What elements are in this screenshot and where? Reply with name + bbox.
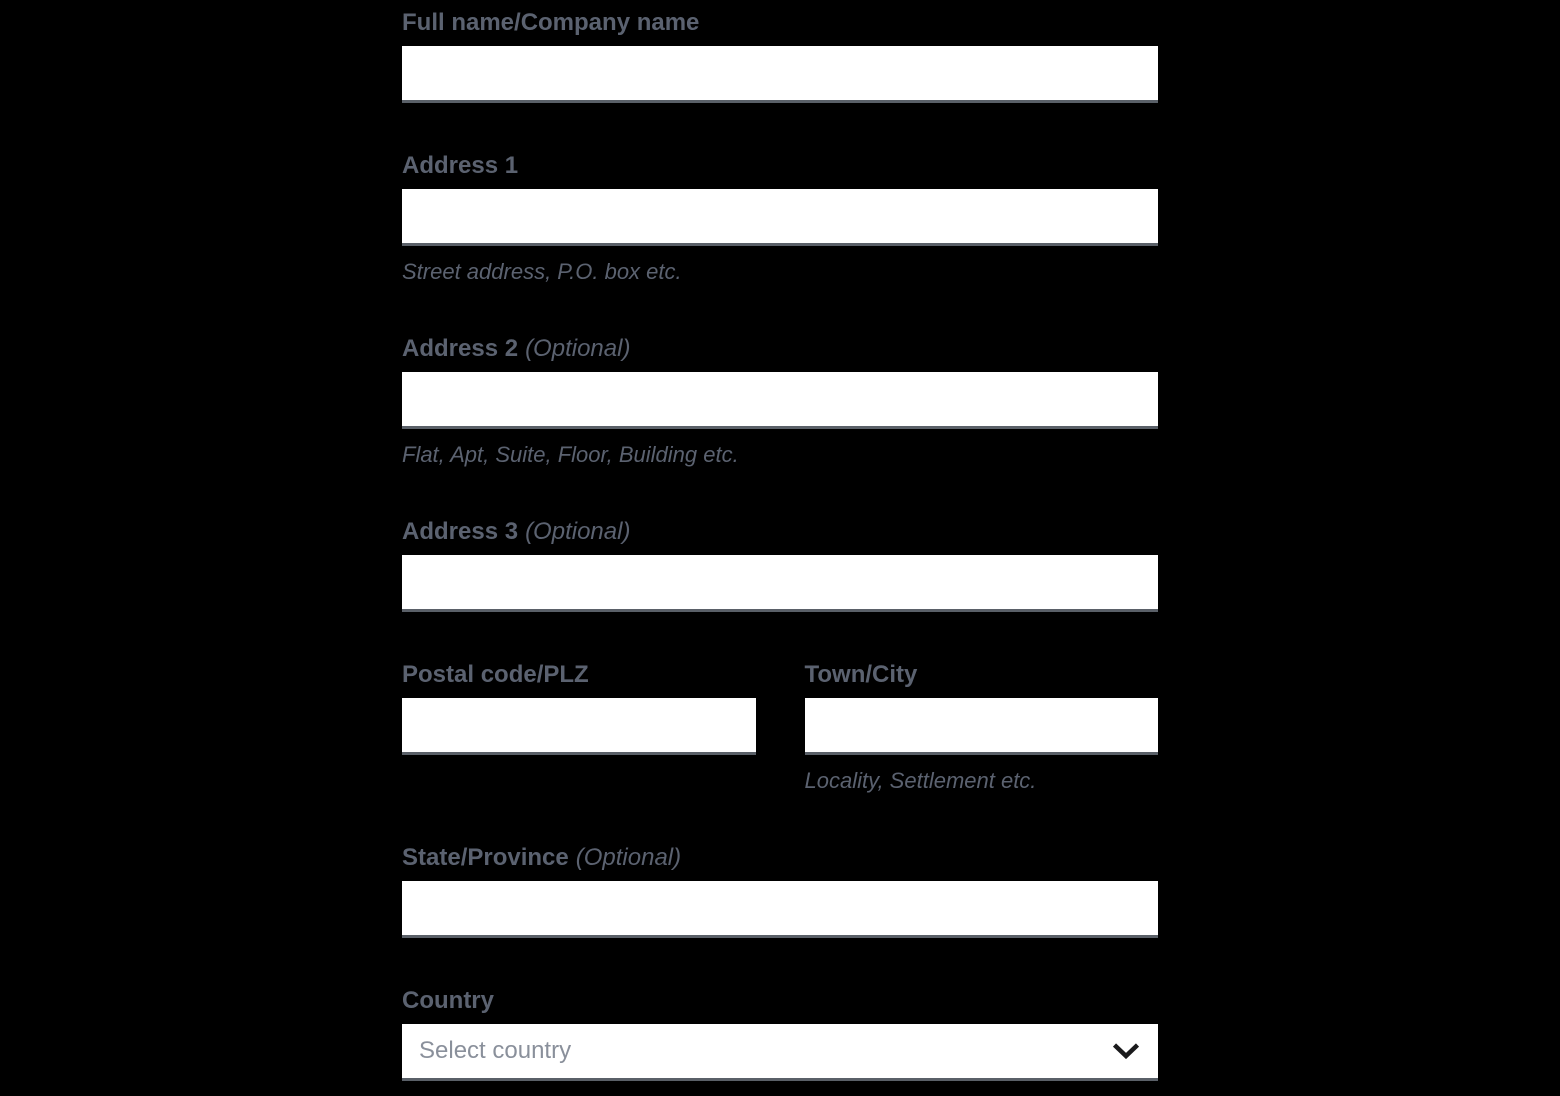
country-select[interactable] xyxy=(402,1024,1158,1081)
address-1-helper: Street address, P.O. box etc. xyxy=(402,259,682,284)
address-2-optional-tag: (Optional) xyxy=(525,335,631,362)
postal-code-input[interactable] xyxy=(402,698,756,755)
country-select-value: Select country xyxy=(419,1037,572,1064)
full-name-label-text: Full name/Company name xyxy=(402,9,700,36)
field-full-name xyxy=(402,8,1158,103)
state-province-label xyxy=(402,843,1158,873)
postal-code-column xyxy=(402,660,756,795)
state-province-input[interactable] xyxy=(402,881,1158,938)
field-address-2 xyxy=(402,334,1158,469)
town-city-label xyxy=(805,660,1159,690)
address-1-input[interactable] xyxy=(402,189,1158,246)
address-3-input[interactable] xyxy=(402,555,1158,612)
town-city-input[interactable] xyxy=(805,698,1159,755)
state-province-label-text: State/Province xyxy=(402,844,569,871)
address-1-label xyxy=(402,151,1158,181)
address-2-label-text: Address 2 xyxy=(402,335,519,362)
address-3-optional-tag: (Optional) xyxy=(525,518,631,545)
field-postal-town-row xyxy=(402,660,1158,795)
field-state-province xyxy=(402,843,1158,938)
chevron-down-icon xyxy=(1112,1043,1140,1059)
state-province-optional-tag: (Optional) xyxy=(575,844,682,871)
field-country xyxy=(402,986,1158,1081)
address-2-helper: Flat, Apt, Suite, Floor, Building etc. xyxy=(402,442,739,467)
field-address-1 xyxy=(402,151,1158,286)
full-name-label xyxy=(402,8,1158,38)
address-2-input[interactable] xyxy=(402,372,1158,429)
postal-code-label-text: Postal code/PLZ xyxy=(402,661,589,688)
town-city-label-text: Town/City xyxy=(804,661,918,688)
country-label xyxy=(402,986,1158,1016)
field-address-3 xyxy=(402,517,1158,612)
country-label-text: Country xyxy=(402,987,494,1014)
address-2-label xyxy=(402,334,1158,364)
address-3-label xyxy=(402,517,1158,547)
town-city-column xyxy=(805,660,1159,795)
postal-code-label xyxy=(402,660,756,690)
full-name-input[interactable] xyxy=(402,46,1158,103)
address-3-label-text: Address 3 xyxy=(402,518,519,545)
address-form xyxy=(402,0,1158,1081)
town-city-helper: Locality, Settlement etc. xyxy=(804,768,1037,793)
address-1-label-text: Address 1 xyxy=(402,152,519,179)
